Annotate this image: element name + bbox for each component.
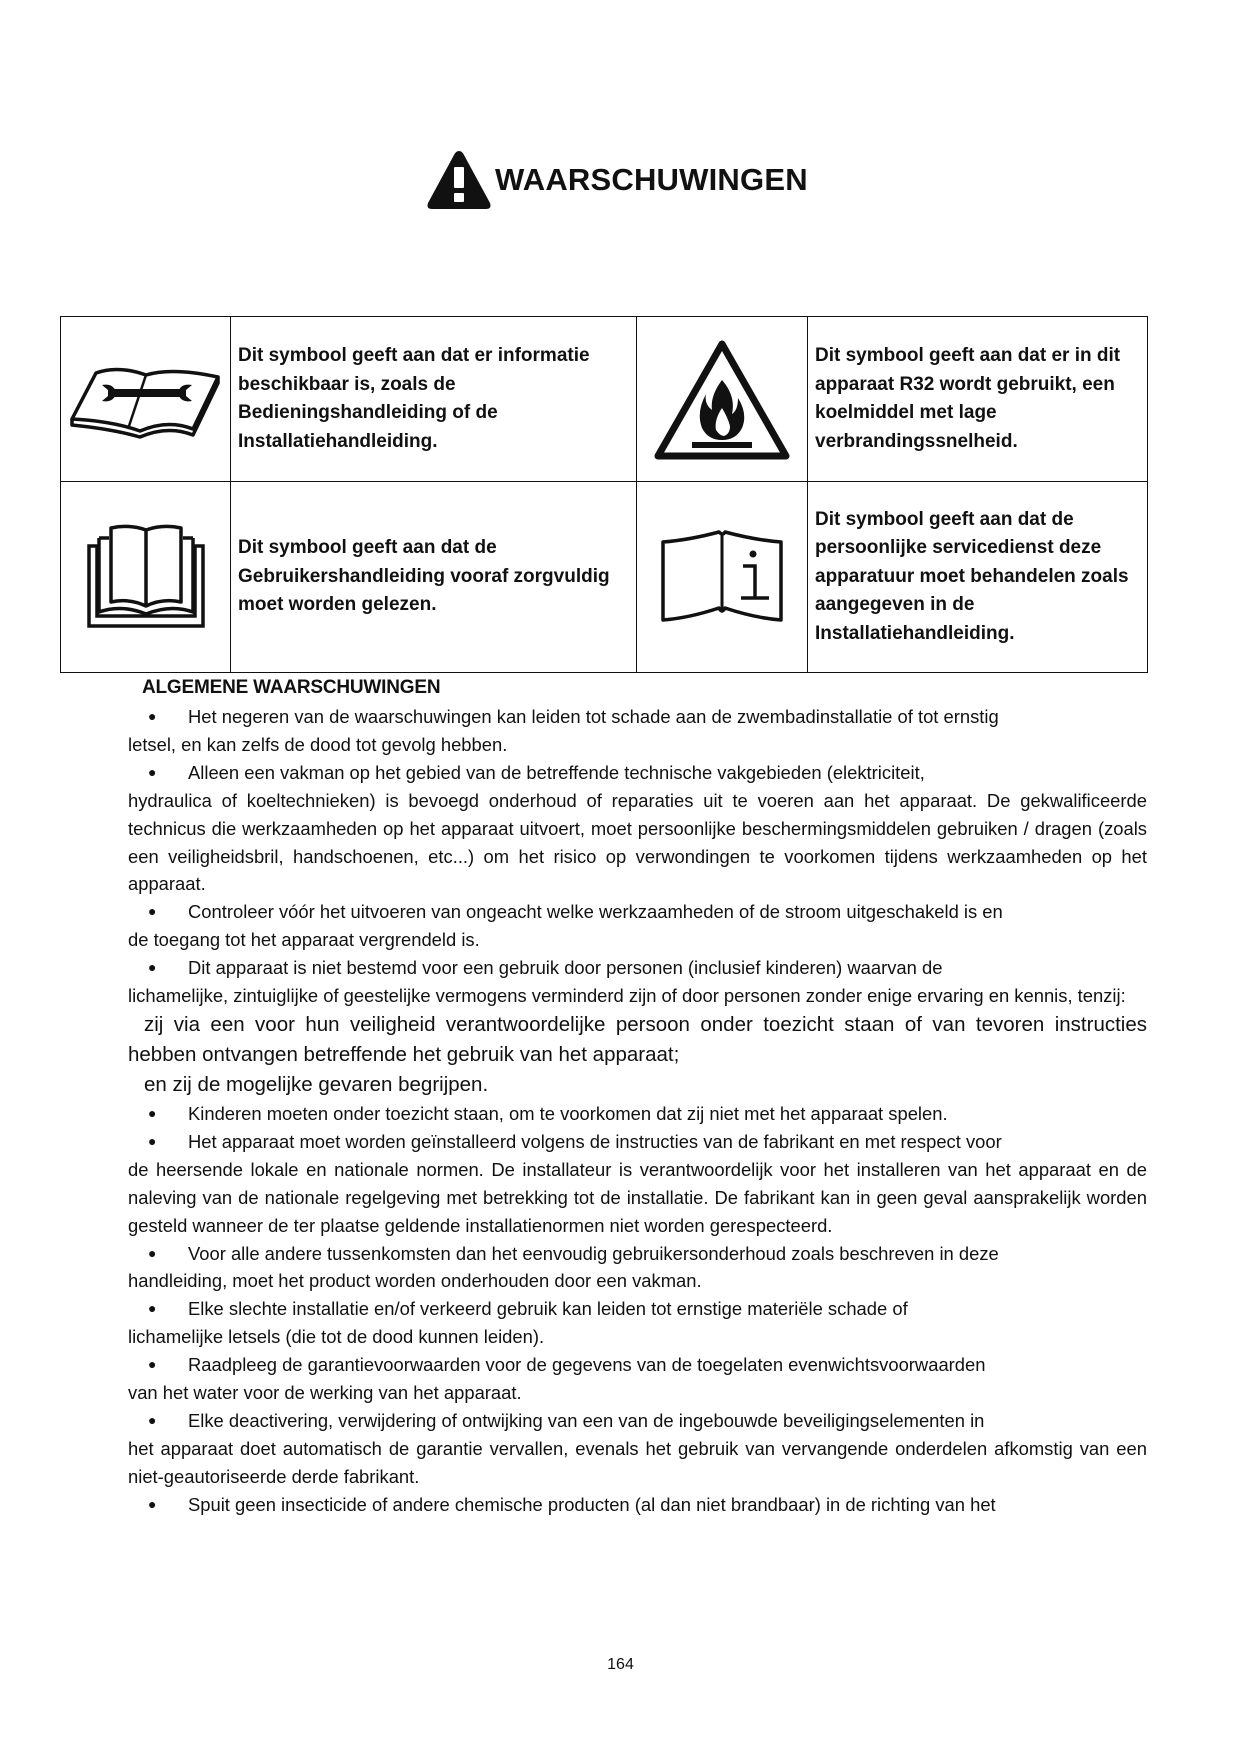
manual-info-icon — [659, 528, 785, 626]
warning-item — [128, 1100, 1147, 1128]
condition-text-first-line: en zij de mogelijke gevaren begrijpen. — [144, 1072, 489, 1096]
condition-text-first-line: zij via een voor hun veiligheid verantwoordelijke persoon onder toezicht staan of van tevoren — [144, 1012, 1045, 1036]
read-manual-icon — [85, 524, 207, 630]
condition-item — [128, 1010, 1147, 1070]
warning-item — [128, 759, 1147, 899]
symbol-icon-cell — [637, 317, 808, 482]
warning-text-continuation: het apparaat doet automatisch de garantie vervallen, evenals het gebruik van vervangende onderdelen afkomstig van een niet-geautoriseerde derde fabrikant. — [128, 1437, 1147, 1487]
title-text: WAARSCHUWINGEN — [495, 162, 808, 197]
general-warnings-list — [128, 703, 1147, 1519]
warning-text-first-line: Het negeren van de waarschuwingen kan leiden tot schade aan de zwembadinstallatie of tot ernstig — [188, 706, 999, 727]
warning-text-first-line: Het apparaat moet worden geïnstalleerd volgens de instructies van de fabrikant en met respect voor — [188, 1130, 1002, 1152]
symbol-icon-cell — [637, 482, 808, 673]
section-heading: ALGEMENE WAARSCHUWINGEN — [142, 677, 441, 698]
manual-wrench-icon — [68, 359, 224, 439]
page-title — [426, 146, 808, 214]
symbol-icon-cell — [61, 317, 231, 482]
symbol-description: Dit symbool geeft aan dat de Gebruikershandleiding vooraf zorgvuldig moet worden gelezen. — [231, 482, 637, 673]
symbol-table — [60, 316, 1148, 673]
symbol-row — [61, 482, 1148, 673]
warning-text-first-line: Voor alle andere tussenkomsten dan het eenvoudig gebruikersonderhoud zoals beschreven in deze — [188, 1242, 999, 1264]
warning-item — [128, 954, 1147, 1010]
warning-item — [128, 898, 1147, 954]
bullet-icon: ● — [148, 1104, 157, 1121]
warning-item — [128, 1128, 1147, 1240]
symbol-description: Dit symbool geeft aan dat er in dit apparaat R32 wordt gebruikt, een koelmiddel met lage verbrandingssnelheid. — [808, 317, 1148, 482]
warning-text-first-line: Dit apparaat is niet bestemd voor een gebruik door personen (inclusief kinderen) waarvan de — [188, 957, 943, 979]
bullet-icon: ● — [148, 959, 157, 976]
condition-text-continuation: instructies hebben ontvangen betreffende het gebruik van het apparaat; — [128, 1012, 1147, 1066]
bullet-icon: ● — [148, 1411, 157, 1428]
bullet-icon: ● — [148, 903, 157, 920]
bullet-icon: ● — [148, 763, 157, 780]
warning-item — [128, 1240, 1147, 1296]
warning-text-continuation: de heersende lokale en nationale normen. De installateur is verantwoordelijk voor het installeren van het apparaat en de naleving van de nationale regelgeving met betrekking tot de installatie. De fabrikant kan in geen geval aansprakelijk worden gesteld wanneer de ter plaatse geldende installatienormen niet worden gerespecteerd. — [128, 1158, 1147, 1236]
warning-triangle-icon — [426, 149, 492, 211]
warning-text-first-line: Elke slechte installatie en/of verkeerd gebruik kan leiden tot ernstige materiële schade of — [188, 1298, 908, 1320]
warning-text-continuation: letsel, en kan zelfs de dood tot gevolg hebben. — [128, 733, 508, 755]
warning-text-first-line: Alleen een vakman op het gebied van de betreffende technische vakgebieden (elektriciteit, — [188, 761, 925, 783]
warning-item — [128, 1351, 1147, 1407]
warning-text-continuation: hydraulica of koeltechnieken) is bevoegd onderhoud of reparaties uit te voeren aan het apparaat. De gekwalificeerde technicus die werkzaamheden op het apparaat uitvoert, moet persoonlijke beschermingsmiddelen gebruiken / dragen (zoals een veiligheidsbril, handschoenen, etc...) om het risico op verwondingen te voorkomen tijdens werkzaamheden op het apparaat. — [128, 789, 1147, 895]
warning-text-continuation: lichamelijke, zintuiglijke of geestelijke vermogens verminderd zijn of door personen zonder enige ervaring en kennis, tenzij: — [128, 985, 1126, 1007]
warning-text-continuation: van het water voor de werking van het apparaat. — [128, 1382, 522, 1404]
symbol-icon-cell — [61, 482, 231, 673]
warning-text-first-line: Kinderen moeten onder toezicht staan, om te voorkomen dat zij niet met het apparaat spelen. — [188, 1102, 948, 1124]
warning-item — [128, 1295, 1147, 1351]
warning-item — [128, 703, 1147, 759]
bullet-icon: ● — [148, 1356, 157, 1373]
warning-text-first-line: Raadpleeg de garantievoorwaarden voor de gegevens van de toegelaten evenwichtsvoorwaarden — [188, 1354, 986, 1376]
symbol-description: Dit symbool geeft aan dat de persoonlijke servicedienst deze apparatuur moet behandelen zoals aangegeven in de Installatiehandleiding. — [808, 482, 1148, 673]
flammable-warning-icon — [654, 338, 790, 460]
bullet-icon: ● — [148, 1300, 157, 1317]
bullet-icon: ● — [148, 1495, 157, 1512]
warning-text-continuation: lichamelijke letsels (die tot de dood kunnen leiden). — [128, 1326, 545, 1348]
page-number: 164 — [607, 1656, 634, 1673]
bullet-icon: ● — [148, 1244, 157, 1261]
warning-text-first-line: Controleer vóór het uitvoeren van ongeacht welke werkzaamheden of de stroom uitgeschakeld is en — [188, 901, 1003, 923]
warning-item — [128, 1407, 1147, 1491]
warning-text-first-line: Elke deactivering, verwijdering of ontwijking van een van de ingebouwde beveiligingselementen in — [188, 1409, 985, 1431]
condition-item — [128, 1070, 1147, 1100]
bullet-icon: ● — [148, 1132, 157, 1149]
symbol-description: Dit symbool geeft aan dat er informatie beschikbaar is, zoals de Bedieningshandleiding of de Installatiehandleiding. — [231, 317, 637, 482]
bullet-icon: ● — [148, 708, 157, 724]
warning-text-continuation: de toegang tot het apparaat vergrendeld is. — [128, 929, 480, 951]
warning-text-continuation: handleiding, moet het product worden onderhouden door een vakman. — [128, 1270, 702, 1292]
warning-item — [128, 1491, 1147, 1519]
symbol-row — [61, 317, 1148, 482]
warning-text-first-line: Spuit geen insecticide of andere chemische producten (al dan niet brandbaar) in de richting van het — [188, 1493, 996, 1515]
